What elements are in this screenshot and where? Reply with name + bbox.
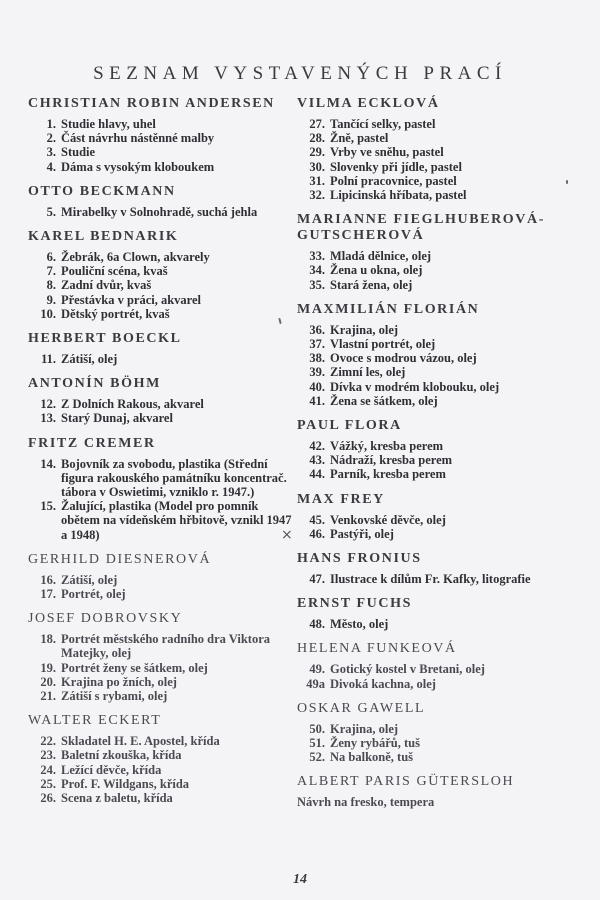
work-item bbox=[297, 323, 572, 337]
work-item bbox=[28, 352, 298, 366]
work-number: 49. bbox=[309, 662, 325, 677]
artist-name: CHRISTIAN ROBIN ANDERSEN bbox=[28, 96, 275, 111]
work-item bbox=[297, 662, 572, 676]
work-title: Ilustrace k dílům Fr. Kafky, litografie bbox=[330, 572, 531, 587]
work-title: Ležící děvče, křída bbox=[61, 762, 162, 777]
work-title: Návrh na fresko, tempera bbox=[297, 795, 435, 810]
artist-name: JOSEF DOBROVSKY bbox=[28, 611, 183, 627]
artist-name: FRITZ CREMER bbox=[28, 435, 156, 451]
artist-section bbox=[28, 713, 298, 805]
work-item bbox=[28, 457, 298, 500]
work-number: 41. bbox=[309, 393, 325, 408]
artist-section bbox=[28, 229, 298, 321]
work-item bbox=[28, 293, 298, 307]
work-number: 5. bbox=[46, 204, 56, 219]
works-list bbox=[297, 117, 572, 202]
work-number: 36. bbox=[309, 322, 325, 337]
work-title: Gotický kostel v Bretani, olej bbox=[330, 662, 485, 677]
work-item bbox=[297, 188, 572, 202]
work-item bbox=[297, 117, 572, 131]
artist-section bbox=[297, 641, 572, 690]
work-title: Přestávka v práci, akvarel bbox=[61, 292, 202, 307]
work-number: 31. bbox=[309, 173, 325, 188]
ink-speck bbox=[566, 180, 568, 184]
work-number: 1. bbox=[46, 117, 56, 131]
work-item bbox=[28, 573, 298, 587]
work-number: 48. bbox=[309, 617, 325, 632]
work-title: Město, olej bbox=[330, 617, 389, 632]
works-list bbox=[28, 397, 298, 425]
work-number: 38. bbox=[309, 351, 325, 366]
work-item bbox=[28, 145, 298, 159]
artist-name: PAUL FLORA bbox=[297, 418, 402, 434]
work-item bbox=[297, 174, 572, 188]
artist-name: OSKAR GAWELL bbox=[297, 700, 426, 716]
artist-section bbox=[297, 774, 572, 809]
work-title: Žně, pastel bbox=[330, 131, 389, 146]
work-title: Zimní les, olej bbox=[330, 365, 406, 380]
work-number: 23. bbox=[40, 748, 56, 763]
work-number: 13. bbox=[40, 411, 56, 426]
work-item bbox=[297, 527, 572, 541]
artist-name: ALBERT PARIS GÜTERSLOH bbox=[297, 774, 515, 790]
works-list bbox=[28, 573, 298, 601]
left-column bbox=[28, 96, 298, 815]
artist-section bbox=[28, 552, 298, 601]
artist-section bbox=[28, 184, 298, 219]
works-list bbox=[28, 632, 298, 703]
work-number: 20. bbox=[40, 674, 56, 689]
work-item bbox=[28, 748, 298, 762]
work-title: Žebrák, 6a Clown, akvarely bbox=[61, 250, 210, 265]
work-item bbox=[28, 117, 298, 131]
artist-section bbox=[297, 212, 572, 292]
work-item bbox=[28, 661, 298, 675]
work-item bbox=[28, 777, 298, 791]
work-number: 51. bbox=[309, 736, 325, 751]
page-title: SEZNAM VYSTAVENÝCH PRACÍ bbox=[93, 62, 507, 84]
artist-section bbox=[297, 96, 572, 202]
work-title: Pastýři, olej bbox=[330, 526, 394, 541]
artist-section bbox=[28, 376, 298, 425]
artist-name: MARIANNE FIEGLHUBEROVÁ-GUTSCHEROVÁ bbox=[297, 212, 545, 244]
work-title: Divoká kachna, olej bbox=[330, 676, 436, 691]
work-title: Scena z baletu, křída bbox=[61, 791, 173, 806]
work-number: 42. bbox=[309, 439, 325, 454]
work-title: Vážký, kresba perem bbox=[330, 439, 444, 454]
work-title: Portrét, olej bbox=[61, 587, 126, 602]
work-title: Lipicinská hříbata, pastel bbox=[330, 188, 467, 203]
work-title: Polní pracovnice, pastel bbox=[330, 173, 457, 188]
work-item bbox=[297, 131, 572, 145]
right-column bbox=[297, 96, 572, 820]
artist-name: MAX FREY bbox=[297, 491, 385, 507]
work-item bbox=[297, 351, 572, 365]
artist-name: GERHILD DIESNEROVÁ bbox=[28, 551, 212, 567]
work-item bbox=[28, 791, 298, 805]
work-item bbox=[297, 278, 572, 292]
work-item bbox=[28, 131, 298, 145]
work-number: 37. bbox=[309, 337, 325, 352]
work-title: Vlastní portrét, olej bbox=[330, 337, 436, 352]
artist-section bbox=[28, 436, 298, 542]
work-title: Žalující, plastika (Model pro pomník obětem na vídeňském hřbitově, vznikl 1947 a 1948) bbox=[61, 499, 292, 542]
works-list bbox=[28, 352, 298, 366]
page-number: 14 bbox=[293, 872, 307, 887]
work-item bbox=[297, 750, 572, 764]
works-list bbox=[297, 722, 572, 765]
artist-name: MAXMILIÁN FLORIÁN bbox=[297, 301, 480, 317]
artist-name: VILMA ECKLOVÁ bbox=[297, 96, 440, 111]
work-number: 33. bbox=[309, 249, 325, 264]
work-item bbox=[28, 397, 298, 411]
work-title: Skladatel H. E. Apostel, křída bbox=[61, 734, 220, 749]
work-title: Baletní zkouška, křída bbox=[61, 748, 182, 763]
work-item bbox=[297, 617, 572, 631]
work-item bbox=[297, 337, 572, 351]
work-item bbox=[28, 307, 298, 321]
work-title: Starý Dunaj, akvarel bbox=[61, 411, 173, 426]
work-item bbox=[28, 160, 298, 174]
works-list bbox=[28, 205, 298, 219]
artist-section bbox=[28, 611, 298, 703]
work-title: Zátiší, olej bbox=[61, 572, 118, 587]
work-title: Prof. F. Wildgans, křída bbox=[61, 776, 190, 791]
work-number: 3. bbox=[46, 145, 56, 160]
work-item bbox=[28, 264, 298, 278]
work-number: 32. bbox=[309, 188, 325, 203]
work-title: Mladá dělnice, olej bbox=[330, 249, 432, 264]
work-title: Venkovské děvče, olej bbox=[330, 512, 446, 527]
artist-name: OTTO BECKMANN bbox=[28, 183, 176, 199]
work-title: Ženy rybářů, tuš bbox=[330, 736, 420, 751]
work-number: 30. bbox=[309, 159, 325, 174]
works-list bbox=[297, 249, 572, 292]
artist-section bbox=[297, 596, 572, 631]
work-item bbox=[28, 250, 298, 264]
work-title: Studie hlavy, uhel bbox=[61, 117, 156, 131]
work-title: Tančící selky, pastel bbox=[330, 117, 436, 131]
work-number: 6. bbox=[46, 250, 56, 265]
work-item bbox=[297, 722, 572, 736]
work-number: 26. bbox=[40, 791, 56, 806]
work-title: Dívka v modrém klobouku, olej bbox=[330, 379, 500, 394]
work-title: Portrét městského radního dra Viktora Matejky, olej bbox=[61, 632, 271, 661]
artist-name: HANS FRONIUS bbox=[297, 551, 422, 567]
work-item bbox=[28, 587, 298, 601]
work-title: Žena se šátkem, olej bbox=[330, 393, 438, 408]
work-item bbox=[297, 145, 572, 159]
work-title: Na balkoně, tuš bbox=[330, 750, 414, 765]
artist-name: KAREL BEDNARIK bbox=[28, 229, 179, 245]
work-item bbox=[297, 795, 572, 809]
work-item bbox=[28, 689, 298, 703]
work-number: 16. bbox=[40, 572, 56, 587]
work-title: Z Dolních Rakous, akvarel bbox=[61, 397, 204, 412]
work-number: 7. bbox=[46, 264, 56, 279]
work-item bbox=[297, 453, 572, 467]
work-title: Zátiší, olej bbox=[61, 352, 118, 367]
work-item bbox=[28, 411, 298, 425]
work-item bbox=[28, 499, 298, 542]
work-item bbox=[297, 513, 572, 527]
work-item bbox=[297, 249, 572, 263]
work-number: 45. bbox=[309, 512, 325, 527]
work-item bbox=[297, 467, 572, 481]
work-number: 29. bbox=[309, 145, 325, 160]
artist-section bbox=[28, 331, 298, 366]
work-title: Stará žena, olej bbox=[330, 277, 413, 292]
artist-section bbox=[297, 492, 572, 541]
work-title: Nádraží, kresba perem bbox=[330, 453, 453, 468]
work-title: Krajina po žních, olej bbox=[61, 674, 177, 689]
works-list bbox=[297, 323, 572, 408]
work-number: 14. bbox=[40, 456, 56, 471]
work-number: 50. bbox=[309, 721, 325, 736]
work-number: 43. bbox=[309, 453, 325, 468]
work-title: Pouliční scéna, kvaš bbox=[61, 264, 168, 279]
work-item bbox=[297, 572, 572, 586]
work-item bbox=[28, 632, 298, 660]
artist-name: WALTER ECKERT bbox=[28, 713, 162, 729]
work-number: 12. bbox=[40, 397, 56, 412]
work-title: Portrét ženy se šátkem, olej bbox=[61, 660, 208, 675]
works-list bbox=[28, 117, 298, 174]
work-title: Parník, kresba perem bbox=[330, 467, 446, 482]
work-item bbox=[28, 205, 298, 219]
work-number: 35. bbox=[309, 277, 325, 292]
artist-section bbox=[297, 701, 572, 765]
artist-name: HELENA FUNKEOVÁ bbox=[297, 641, 457, 657]
work-number: 9. bbox=[46, 292, 56, 307]
work-number: 22. bbox=[40, 734, 56, 749]
work-number: 46. bbox=[309, 526, 325, 541]
work-number: 19. bbox=[40, 660, 56, 675]
works-list bbox=[28, 734, 298, 805]
artist-section bbox=[297, 302, 572, 408]
works-list bbox=[297, 439, 572, 482]
work-number: 27. bbox=[309, 117, 325, 131]
work-number: 52. bbox=[309, 750, 325, 765]
work-number: 8. bbox=[46, 278, 56, 293]
work-number: 24. bbox=[40, 762, 56, 777]
work-number: 15. bbox=[40, 499, 56, 514]
work-title: Ovoce s modrou vázou, olej bbox=[330, 351, 477, 366]
pencil-cross-mark: × bbox=[281, 527, 293, 543]
artist-name: ANTONÍN BÖHM bbox=[28, 376, 161, 392]
work-item bbox=[28, 763, 298, 777]
work-title: Část návrhu nástěnné malby bbox=[61, 131, 215, 146]
work-number: 47. bbox=[309, 572, 325, 587]
artist-section bbox=[28, 96, 298, 174]
work-number: 2. bbox=[46, 131, 56, 146]
work-item bbox=[297, 394, 572, 408]
work-item bbox=[297, 439, 572, 453]
work-item bbox=[297, 160, 572, 174]
work-title: Studie bbox=[61, 145, 96, 160]
work-item bbox=[297, 380, 572, 394]
work-number: 18. bbox=[40, 632, 56, 647]
work-number: 34. bbox=[309, 263, 325, 278]
work-title: Zadní dvůr, kvaš bbox=[61, 278, 152, 293]
work-title: Zátiší s rybami, olej bbox=[61, 689, 168, 704]
work-item bbox=[297, 677, 572, 691]
work-title: Slovenky při jídle, pastel bbox=[330, 159, 462, 174]
work-number: 39. bbox=[309, 365, 325, 380]
work-item bbox=[297, 263, 572, 277]
work-item bbox=[297, 365, 572, 379]
artist-name: HERBERT BOECKL bbox=[28, 331, 182, 347]
work-item bbox=[28, 734, 298, 748]
works-list bbox=[28, 250, 298, 321]
work-title: Bojovník za svobodu, plastika (Střední figura rakouského památníku koncentrač. tábora v Oswietimi, vzniklo r. 1947.) bbox=[61, 456, 287, 500]
work-title: Mirabelky v Solnohradě, suchá jehla bbox=[61, 204, 258, 219]
works-list bbox=[297, 795, 572, 809]
work-number: 40. bbox=[309, 379, 325, 394]
work-item bbox=[28, 675, 298, 689]
work-number: 4. bbox=[46, 159, 56, 174]
work-number: 28. bbox=[309, 131, 325, 146]
work-number: 25. bbox=[40, 776, 56, 791]
work-title: Krajina, olej bbox=[330, 322, 399, 337]
work-title: Vrby ve sněhu, pastel bbox=[330, 145, 444, 160]
works-list bbox=[297, 572, 572, 586]
artist-section bbox=[297, 418, 572, 482]
work-title: Žena u okna, olej bbox=[330, 263, 423, 278]
work-item bbox=[297, 736, 572, 750]
work-number: 10. bbox=[40, 306, 56, 321]
work-number: 44. bbox=[309, 467, 325, 482]
work-item bbox=[28, 278, 298, 292]
work-number: 49a bbox=[306, 676, 325, 691]
works-list bbox=[297, 513, 572, 541]
artist-name: ERNST FUCHS bbox=[297, 596, 412, 612]
works-list bbox=[297, 617, 572, 631]
work-title: Krajina, olej bbox=[330, 721, 399, 736]
work-title: Dětský portrét, kvaš bbox=[61, 306, 170, 321]
work-number: 11. bbox=[41, 352, 56, 367]
works-list bbox=[28, 457, 298, 542]
work-number: 21. bbox=[40, 689, 56, 704]
work-number: 17. bbox=[40, 587, 56, 602]
work-title: Dáma s vysokým kloboukem bbox=[61, 159, 215, 174]
works-list bbox=[297, 662, 572, 690]
artist-section bbox=[297, 551, 572, 586]
